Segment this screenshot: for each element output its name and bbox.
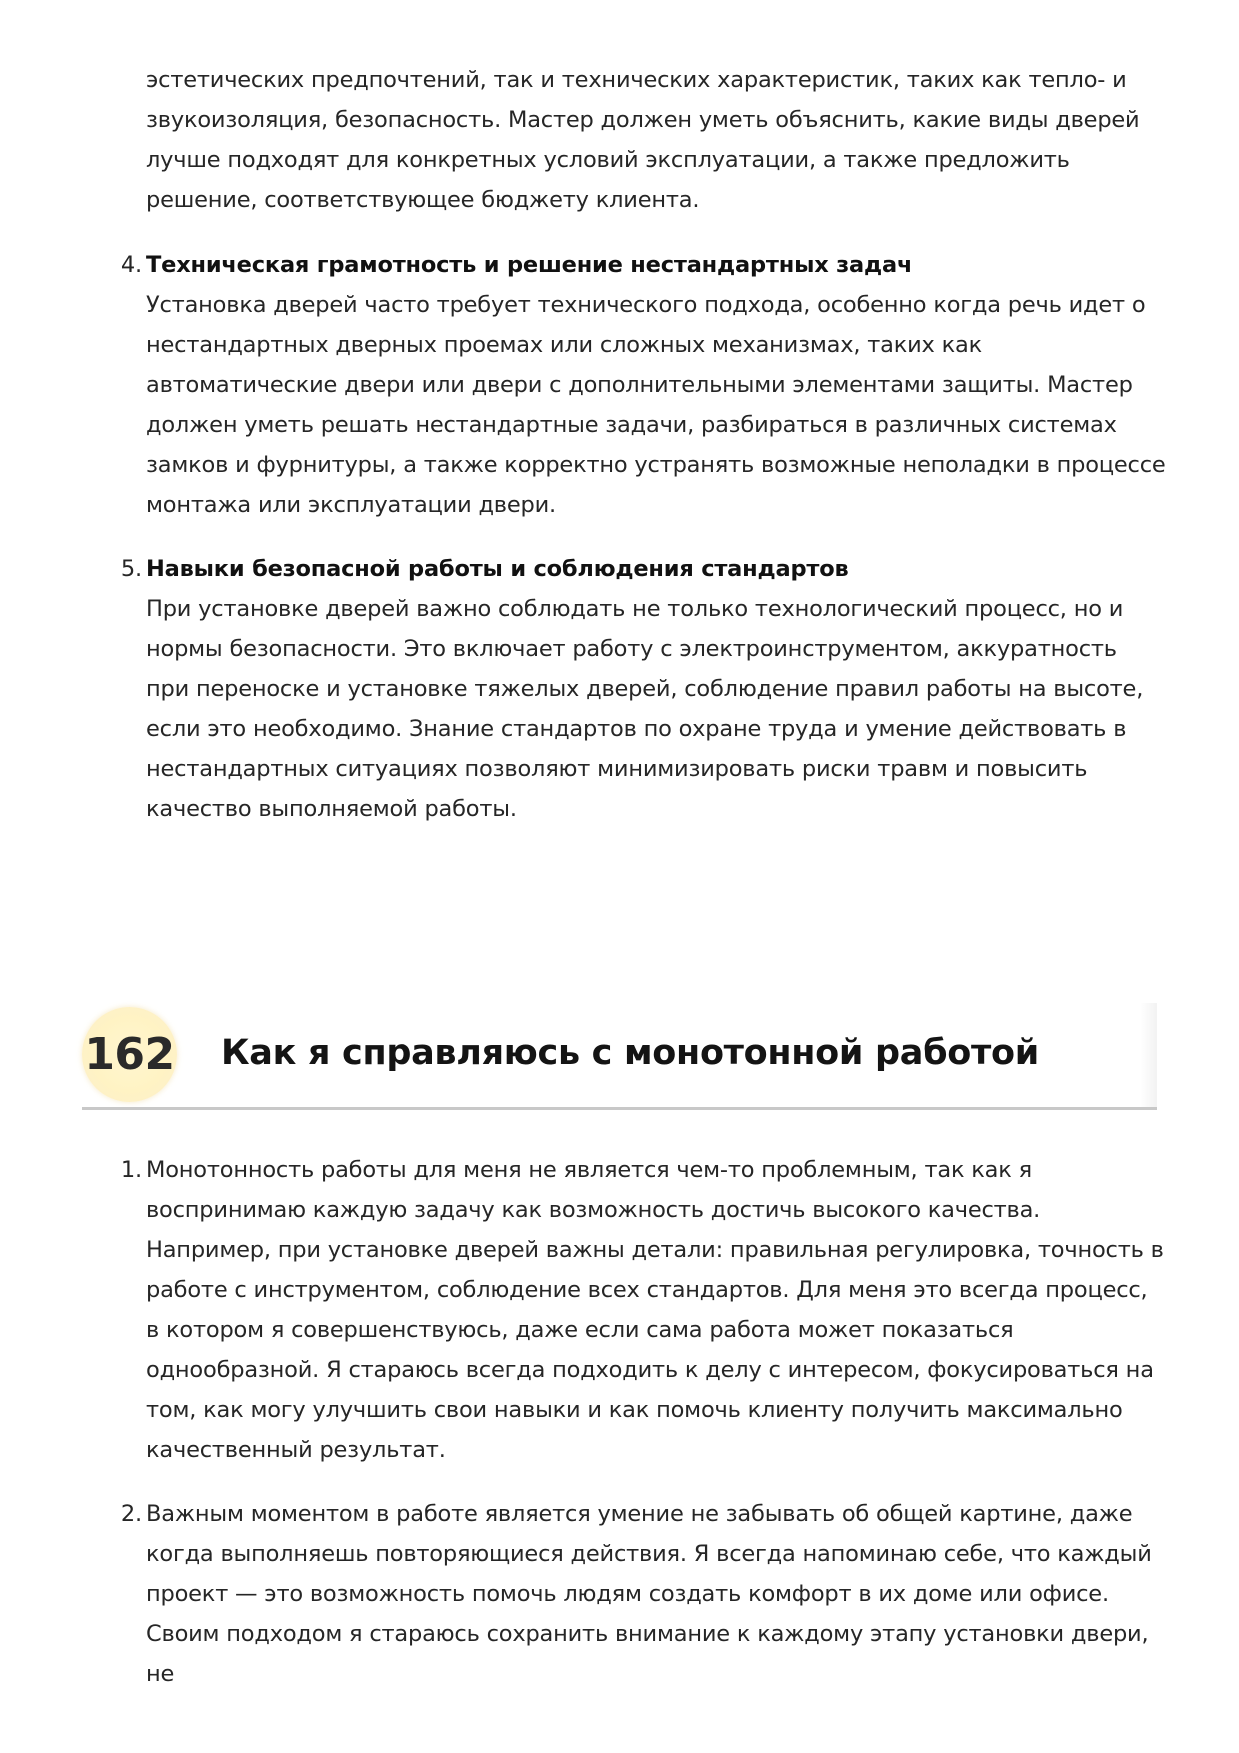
list-item — [120, 1150, 1166, 1470]
list-item — [120, 549, 1166, 829]
list-item-title: Навыки безопасной работы и соблюдения стандартов — [146, 556, 849, 582]
list-item-body: Установка дверей часто требует технического подхода, особенно когда речь идет о нестандартных дверных проемах или сложных механизмах, таких как автоматические двери или двери с дополнительными элементами защиты. Мастер должен уметь решать нестандартные задачи, разбираться в различных системах замков и фурнитуры, а также корректно устранять возможные неполадки в процессе монтажа или эксплуатации двери. — [146, 292, 1166, 518]
list-item-body: Монотонность работы для меня не является чем-то проблемным, так как я воспринимаю каждую задачу как возможность достичь высокого качества. Например, при установке дверей важны детали: правильная регулировка, точность в работе с инструментом, соблюдение всех стандартов. Для меня это всегда процесс, в котором я совершенствуюсь, даже если сама работа может показаться однообразной. Я стараюсь всегда подходить к делу с интересом, фокусироваться на том, как могу улучшить свои навыки и как помочь клиенту получить максимально качественный результат. — [146, 1157, 1164, 1463]
list-item — [120, 245, 1166, 525]
list-item-body: При установке дверей важно соблюдать не только технологический процесс, но и нормы безопасности. Это включает работу с электроинструментом, аккуратность при переноске и установке тяжелых дверей, соблюдение правил работы на высоте, если это необходимо. Знание стандартов по охране труда и умение действовать в нестандартных ситуациях позволяют минимизировать риски травм и повысить качество выполняемой работы. — [146, 596, 1144, 822]
list-item-number: 5. — [120, 556, 142, 582]
section-header-shade — [1140, 1003, 1157, 1107]
list-item — [120, 1494, 1166, 1694]
section-divider — [82, 1107, 1157, 1110]
section-title: Как я справляюсь с монотонной работой — [221, 1033, 1039, 1073]
section-number: 162 — [84, 1029, 175, 1080]
list-item-number: 2. — [120, 1501, 142, 1527]
list-item-number: 4. — [120, 252, 142, 278]
list-item-title: Техническая грамотность и решение нестандартных задач — [146, 252, 913, 278]
section-number-badge — [82, 1007, 177, 1102]
list-item-number: 1. — [120, 1157, 142, 1183]
list-item-body: Важным моментом в работе является умение не забывать об общей картине, даже когда выполняешь повторяющиеся действия. Я всегда напоминаю себе, что каждый проект — это возможность помочь людям создать комфорт в их доме или офисе. Своим подходом я стараюсь сохранить внимание к каждому этапу установки двери, не — [146, 1501, 1152, 1687]
intro-paragraph: эстетических предпочтений, так и технических характеристик, таких как тепло- и звукоизоляция, безопасность. Мастер должен уметь объяснить, какие виды дверей лучше подходят для конкретных условий эксплуатации, а также предложить решение, соответствующее бюджету клиента. — [146, 67, 1140, 213]
